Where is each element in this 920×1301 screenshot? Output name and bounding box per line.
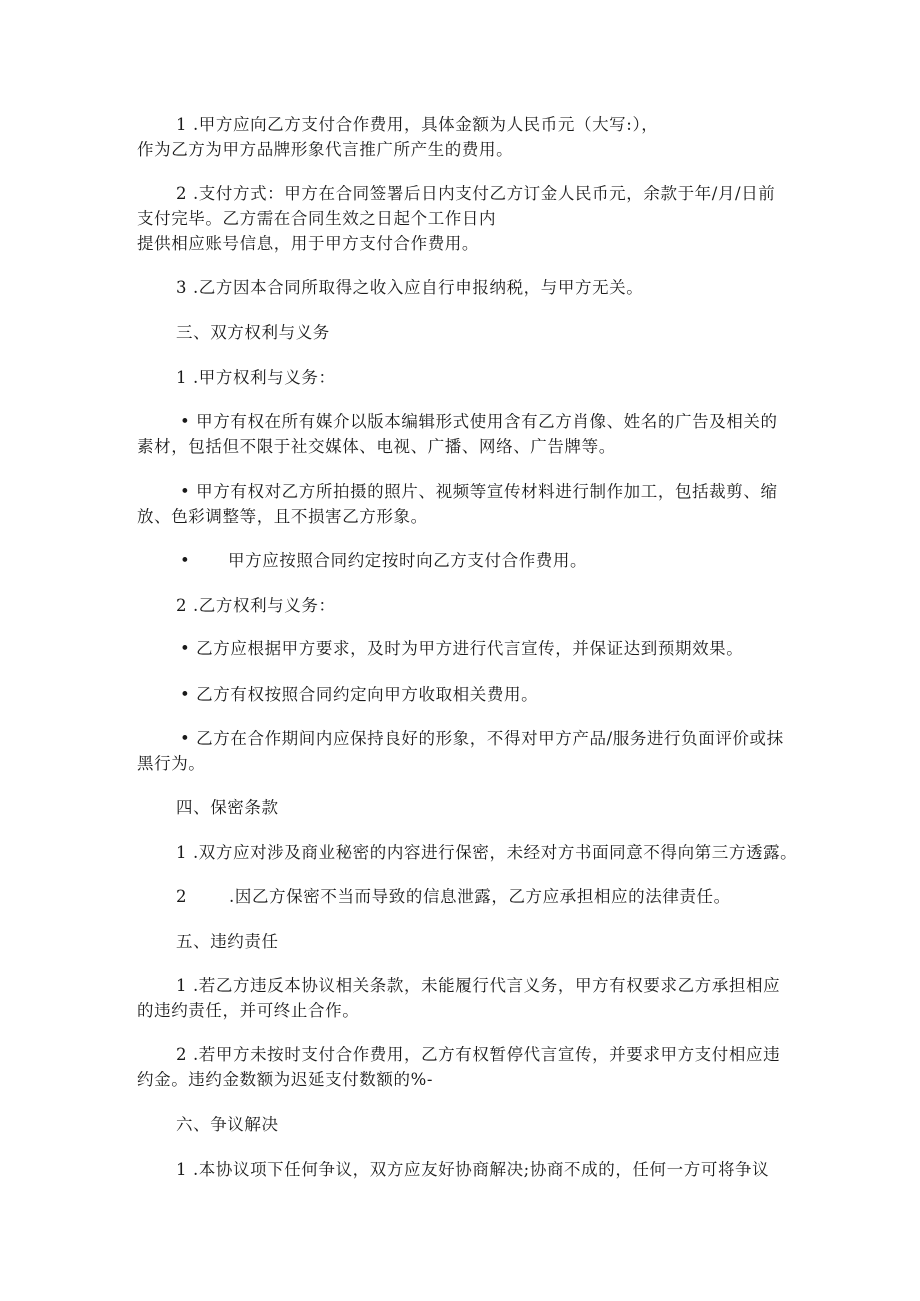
party-b-bullet-3-line-2: 黑行为。 xyxy=(137,754,206,773)
section-heading-breach: 五、违约责任 xyxy=(176,932,279,951)
breach-item-2-line-1: 2 .若甲方未按时支付合作费用，乙方有权暂停代言宣传，并要求甲方支付相应违 xyxy=(176,1045,781,1064)
section-heading-rights: 三、双方权利与义务 xyxy=(176,323,330,342)
payment-item-1-line-1: 1 .甲方应向乙方支付合作费用，具体金额为人民币元（大写:）， xyxy=(176,115,659,134)
dispute-item-1-line-1: 1 .本协议项下任何争议，双方应友好协商解决;协商不成的，任何一方可将争议 xyxy=(176,1160,770,1179)
confidentiality-item-2-number: 2 xyxy=(176,887,188,906)
party-a-bullet-3-text: 甲方应按照合同约定按时向乙方支付合作费用。 xyxy=(228,551,588,570)
section-heading-confidentiality: 四、保密条款 xyxy=(176,798,279,817)
party-a-bullet-2-line-2: 放、色彩调整等，且不损害乙方形象。 xyxy=(137,507,428,526)
party-b-bullet-1: • 乙方应根据甲方要求，及时为甲方进行代言宣传，并保证达到预期效果。 xyxy=(180,639,744,658)
breach-item-2-line-2: 约金。违约金数额为迟延支付数额的%- xyxy=(137,1070,434,1089)
breach-item-1-line-2: 的违约责任，并可终止合作。 xyxy=(137,1001,360,1020)
party-a-bullet-2-line-1: • 甲方有权对乙方所拍摄的照片、视频等宣传材料进行制作加工，包括裁剪、缩 xyxy=(180,482,778,501)
confidentiality-item-1: 1 .双方应对涉及商业秘密的内容进行保密，未经对方书面同意不得向第三方透露。 xyxy=(176,843,798,862)
party-b-bullet-2: • 乙方有权按照合同约定向甲方收取相关费用。 xyxy=(180,685,539,704)
party-b-bullet-3-line-1: • 乙方在合作期间内应保持良好的形象，不得对甲方产品/服务进行负面评价或抹 xyxy=(180,729,784,748)
party-b-title: 2 .乙方权利与义务： xyxy=(176,596,336,615)
payment-item-3: 3 .乙方因本合同所取得之收入应自行申报纳税，与甲方无关。 xyxy=(176,278,644,297)
party-a-title: 1 .甲方权利与义务： xyxy=(176,368,336,387)
section-heading-dispute: 六、争议解决 xyxy=(176,1115,279,1134)
party-a-bullet-1-line-2: 素材，包括但不限于社交媒体、电视、广播、网络、广告牌等。 xyxy=(137,437,616,456)
breach-item-1-line-1: 1 .若乙方违反本协议相关条款，未能履行代言义务，甲方有权要求乙方承担相应 xyxy=(176,976,781,995)
payment-item-2-line-1: 2 .支付方式：甲方在合同签署后日内支付乙方订金人民币元，余款于年/月/日前 xyxy=(176,184,776,203)
confidentiality-item-2-text: .因乙方保密不当而导致的信息泄露，乙方应承担相应的法律责任。 xyxy=(229,887,731,906)
payment-item-2-line-3: 提供相应账号信息，用于甲方支付合作费用。 xyxy=(137,234,479,253)
payment-item-1-line-2: 作为乙方为甲方品牌形象代言推广所产生的费用。 xyxy=(137,140,514,159)
party-a-bullet-3-mark: • xyxy=(180,551,191,570)
payment-item-2-line-2: 支付完毕。乙方需在合同生效之日起个工作日内 xyxy=(137,209,497,228)
party-a-bullet-1-line-1: • 甲方有权在所有媒介以版本编辑形式使用含有乙方肖像、姓名的广告及相关的 xyxy=(180,412,778,431)
